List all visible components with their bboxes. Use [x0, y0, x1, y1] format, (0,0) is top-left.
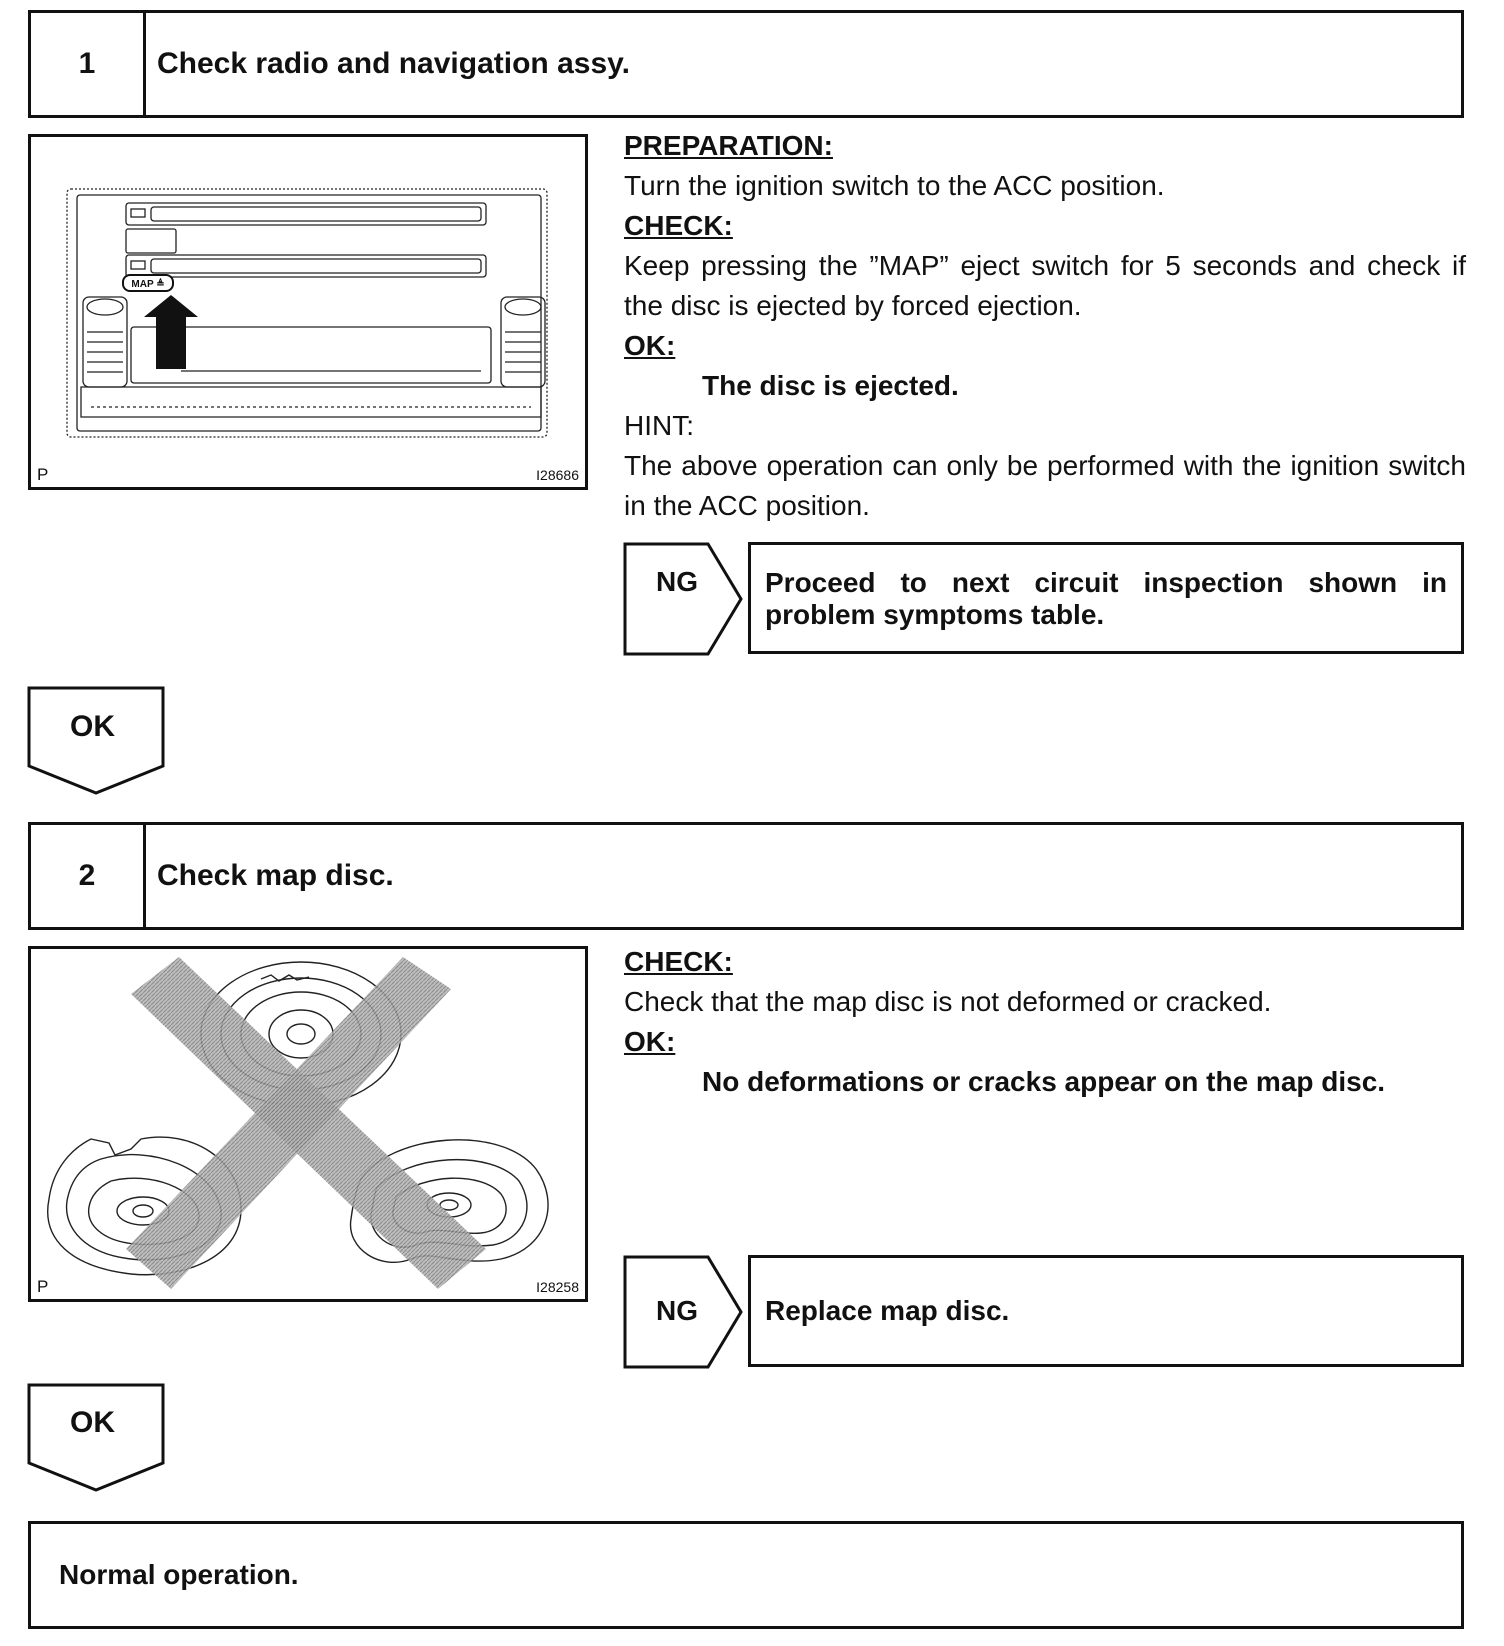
figure-p-label: P — [37, 1277, 49, 1296]
check-heading: CHECK: — [624, 946, 733, 977]
step-2-text — [624, 942, 1385, 1102]
ng-result-2-text: Replace map disc. — [765, 1295, 1010, 1326]
up-arrow-icon — [144, 295, 198, 369]
step-2-header — [28, 822, 1464, 930]
map-eject-button — [123, 275, 173, 291]
figure-code: I28686 — [536, 467, 579, 483]
hint-heading: HINT: — [624, 410, 694, 441]
check-text: Keep pressing the ”MAP” eject switch for 5 seconds and check if the disc is ejected by forced ejection. — [624, 250, 1466, 321]
step-1-number: 1 — [31, 13, 146, 115]
step-1-header — [28, 10, 1464, 118]
ng-label-1: NG — [656, 566, 698, 597]
step-1-title: Check radio and navigation assy. — [157, 47, 630, 80]
radio-unit-drawing — [31, 137, 588, 490]
step-2-number: 2 — [31, 825, 146, 927]
hint-text: The above operation can only be performed with the ignition switch in the ACC position. — [624, 450, 1466, 521]
map-disc-figure — [28, 946, 588, 1302]
ok-heading: OK: — [624, 1026, 676, 1057]
ng-arrow-1 — [623, 542, 745, 656]
ng-result-2 — [748, 1255, 1464, 1367]
ng-label-2: NG — [656, 1295, 698, 1326]
check-heading: CHECK: — [624, 210, 733, 241]
svg-text:MAP ≜: MAP ≜ — [131, 279, 165, 290]
normal-operation-box — [28, 1521, 1464, 1629]
step-2-title: Check map disc. — [157, 859, 394, 892]
damaged-discs-drawing — [31, 949, 588, 1302]
prohibited-x-icon — [126, 957, 486, 1289]
check-text: Check that the map disc is not deformed or cracked. — [624, 986, 1272, 1017]
preparation-heading: PREPARATION: — [624, 130, 833, 161]
step-1-text — [624, 126, 1466, 526]
ok-result: No deformations or cracks appear on the map disc. — [702, 1066, 1386, 1097]
radio-navigation-figure — [28, 134, 588, 490]
ng-result-1: Proceed to next circuit inspection shown in problem symptoms table. — [748, 542, 1464, 654]
normal-operation-text: Normal operation. — [59, 1559, 299, 1590]
figure-p-label: P — [37, 465, 49, 484]
ok-heading: OK: — [624, 330, 676, 361]
ok-result: The disc is ejected. — [702, 370, 959, 401]
figure-code: I28258 — [536, 1279, 579, 1295]
preparation-text: Turn the ignition switch to the ACC position. — [624, 170, 1165, 201]
ok-label-2: OK — [70, 1406, 115, 1439]
ok-label-1: OK — [70, 710, 115, 743]
